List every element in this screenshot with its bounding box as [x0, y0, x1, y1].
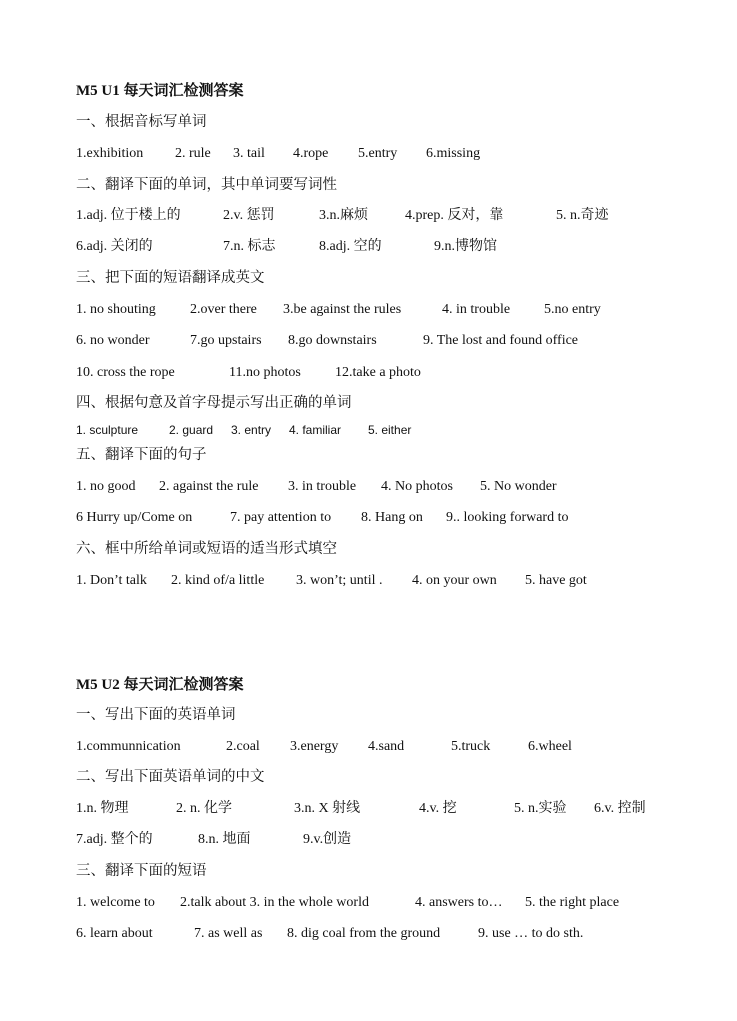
answer-item: 9. The lost and found office	[423, 333, 579, 348]
u1-part4-answers	[76, 420, 717, 440]
u1-part6-heading: 六、框中所给单词或短语的适当形式填空	[76, 541, 337, 557]
answer-item: 4. on your own	[412, 573, 497, 588]
answer-item: 6. no wonder	[76, 333, 150, 348]
answer-item: 6.wheel	[528, 739, 572, 754]
u1-part4-heading: 四、根据句意及首字母提示写出正确的单词	[76, 395, 352, 411]
u1-part3-answers-row1	[76, 300, 717, 320]
answer-item: 4. familiar	[289, 423, 342, 437]
u1-part3-heading: 三、把下面的短语翻译成英文	[76, 270, 265, 286]
answer-item: 1. no good	[76, 479, 136, 494]
u1-part5-answers-row2	[76, 508, 717, 528]
answer-item: 5. the right place	[525, 895, 620, 910]
answer-item: 6.v. 控制	[594, 801, 646, 816]
answer-item: 4. answers to…	[415, 895, 503, 910]
u1-part2-heading: 二、翻译下面的单词，其中单词要写词性	[76, 177, 337, 193]
answer-item: 5.no entry	[544, 302, 601, 317]
answer-item: 4. No photos	[381, 479, 453, 494]
answer-item: 1. welcome to	[76, 895, 155, 910]
answer-item: 6.adj. 关闭的	[76, 239, 153, 254]
answer-item: 2. kind of/a little	[171, 573, 265, 588]
answer-item: 7.n. 标志	[223, 239, 276, 254]
answer-item: 7.adj. 整个的	[76, 832, 153, 847]
u2-part3-answers-row2	[76, 924, 717, 944]
answer-item: 7. pay attention to	[230, 510, 332, 525]
answer-item: 9.. looking forward to	[446, 510, 569, 525]
answer-item: 9.n.博物馆	[434, 239, 497, 254]
answer-item: 8.go downstairs	[288, 333, 377, 348]
u1-part1-heading: 一、根据音标写单词	[76, 114, 207, 130]
answer-item: 4.rope	[293, 146, 329, 161]
answer-item: 3.energy	[290, 739, 339, 754]
u1-part3-answers-row3	[76, 363, 717, 383]
answer-item: 1. no shouting	[76, 302, 156, 317]
answer-item: 2.talk about 3. in the whole world	[180, 895, 369, 910]
answer-item: 2. guard	[169, 423, 214, 437]
answer-item: 3.be against the rules	[283, 302, 402, 317]
u2-part1-heading: 一、写出下面的英语单词	[76, 707, 236, 723]
answer-item: 4.prep. 反对，靠	[405, 208, 504, 223]
u1-part1-answers	[76, 144, 717, 164]
u1-part2-answers-row1	[76, 206, 717, 226]
section-title-u2: M5 U2 每天词汇检测答案	[76, 677, 244, 693]
answer-item: 7.go upstairs	[190, 333, 262, 348]
answer-item: 3. in trouble	[288, 479, 357, 494]
answer-item: 12.take a photo	[335, 365, 421, 380]
answer-item: 6. learn about	[76, 926, 153, 941]
answer-item: 7. as well as	[194, 926, 263, 941]
answer-item: 2. n. 化学	[176, 801, 232, 816]
answer-item: 11.no photos	[229, 365, 301, 380]
answer-item: 1.n. 物理	[76, 801, 129, 816]
u1-part5-heading: 五、翻译下面的句子	[76, 447, 207, 463]
answer-item: 2.coal	[226, 739, 260, 754]
answer-item: 1.adj. 位于楼上的	[76, 208, 181, 223]
u1-part2-answers-row2	[76, 237, 717, 257]
answer-item: 8. Hang on	[361, 510, 423, 525]
answer-item: 8. dig coal from the ground	[287, 926, 441, 941]
answer-item: 4.sand	[368, 739, 405, 754]
answer-item: 1.communnication	[76, 739, 181, 754]
u2-part2-heading: 二、写出下面英语单词的中文	[76, 769, 265, 785]
answer-item: 5. either	[368, 423, 412, 437]
answer-item: 3.n.麻烦	[319, 208, 368, 223]
u2-part2-answers-row1	[76, 799, 717, 819]
answer-item: 1. Don’t talk	[76, 573, 147, 588]
u2-part1-answers	[76, 737, 717, 757]
answer-item: 2. rule	[175, 146, 211, 161]
u2-part3-answers-row1	[76, 893, 717, 913]
answer-item: 2. against the rule	[159, 479, 259, 494]
answer-item: 8.adj. 空的	[319, 239, 382, 254]
answer-item: 1.exhibition	[76, 146, 144, 161]
answer-item: 3.n. X 射线	[294, 801, 361, 816]
answer-item: 4.v. 挖	[419, 801, 457, 816]
u1-part6-answers	[76, 571, 717, 591]
answer-item: 8.n. 地面	[198, 832, 251, 847]
answer-item: 5. No wonder	[480, 479, 557, 494]
answer-item: 5. have got	[525, 573, 587, 588]
answer-item: 3. tail	[233, 146, 265, 161]
answer-item: 6 Hurry up/Come on	[76, 510, 193, 525]
answer-item: 2.v. 惩罚	[223, 208, 275, 223]
answer-item: 5. n.实验	[514, 801, 567, 816]
answer-item: 5.truck	[451, 739, 491, 754]
section-title-u1: M5 U1 每天词汇检测答案	[76, 83, 244, 99]
answer-item: 3. won’t; until .	[296, 573, 383, 588]
u1-part5-answers-row1	[76, 477, 717, 497]
answer-item: 9.v.创造	[303, 832, 352, 847]
answer-item: 9. use … to do sth.	[478, 926, 584, 941]
u2-part2-answers-row2	[76, 830, 717, 850]
answer-item: 1. sculpture	[76, 423, 139, 437]
answer-item: 3. entry	[231, 423, 272, 437]
answer-item: 6.missing	[426, 146, 481, 161]
u1-part3-answers-row2	[76, 331, 717, 351]
u2-part3-heading: 三、翻译下面的短语	[76, 863, 207, 879]
answer-item: 5. n.奇迹	[556, 208, 609, 223]
answer-item: 10. cross the rope	[76, 365, 175, 380]
answer-item: 4. in trouble	[442, 302, 511, 317]
answer-item: 5.entry	[358, 146, 398, 161]
answer-item: 2.over there	[190, 302, 257, 317]
